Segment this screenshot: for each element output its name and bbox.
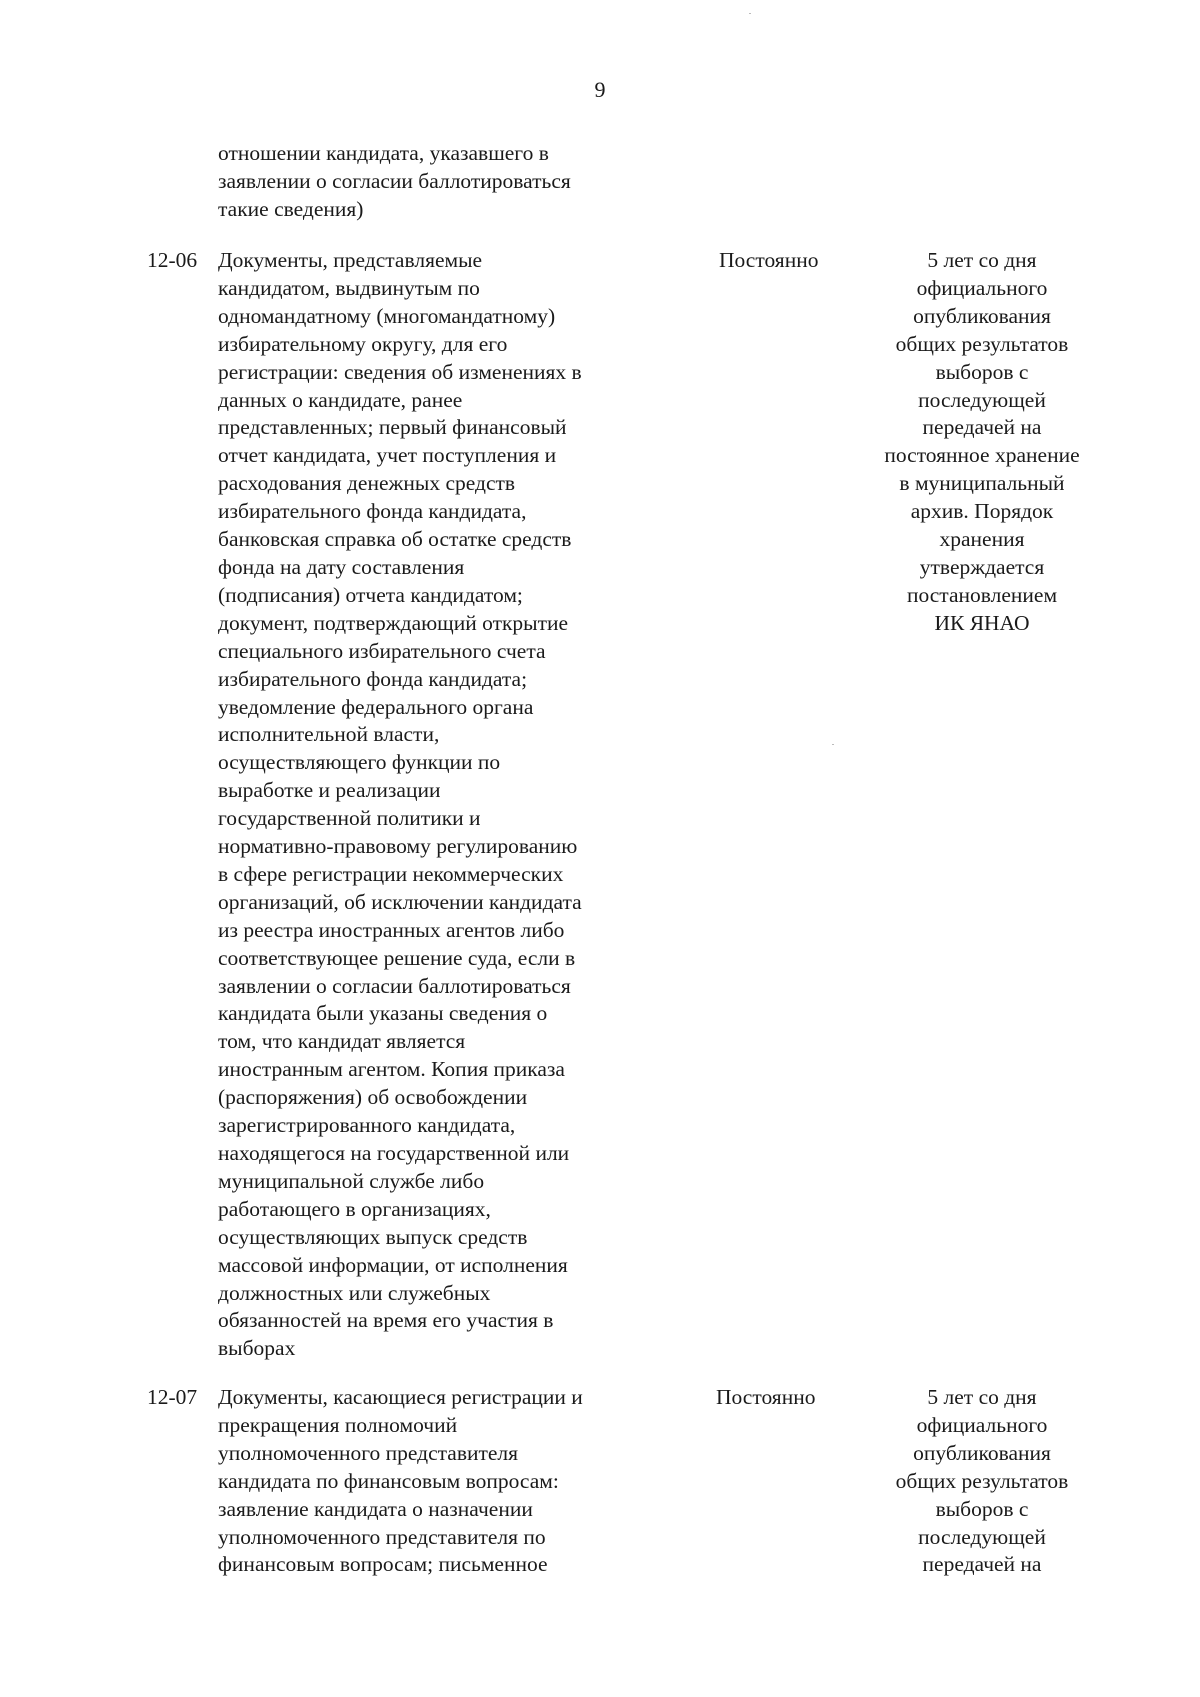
text-line: Документы, представляемые xyxy=(218,248,483,272)
text-line: официального xyxy=(916,1412,1048,1437)
text-line: кандидатом, выдвинутым по xyxy=(218,275,480,300)
text-line: заявлении о согласии баллотироваться xyxy=(218,973,571,998)
text-line: работающего в организациях, xyxy=(218,1196,491,1221)
text-line: последующей xyxy=(918,1524,1046,1549)
page-number: 9 xyxy=(594,77,606,102)
row-note xyxy=(862,1384,1102,1579)
text-line: последующей xyxy=(918,387,1046,412)
text-line: общих результатов xyxy=(895,331,1069,356)
text-line: общих результатов xyxy=(895,1468,1069,1493)
continuation-text xyxy=(218,140,648,224)
row-retention-term: Постоянно xyxy=(719,248,819,272)
text-line: передачей на xyxy=(922,1552,1042,1577)
text-line: расходования денежных средств xyxy=(218,471,516,496)
text-line: хранения xyxy=(939,527,1025,552)
text-line: финансовым вопросам; письменное xyxy=(218,1552,548,1577)
text-line: отчет кандидата, учет поступления и xyxy=(218,443,557,468)
text-line: (распоряжения) об освобождении xyxy=(218,1085,528,1110)
text-line: соответствующее решение суда, если в xyxy=(218,945,576,970)
text-line: зарегистрированного кандидата, xyxy=(218,1113,516,1138)
text-line: Документы, касающиеся регистрации и xyxy=(218,1385,583,1409)
row-note xyxy=(862,247,1102,638)
text-line: опубликования xyxy=(913,303,1051,328)
row-retention-term: Постоянно xyxy=(716,1385,816,1409)
text-line: (подписания) отчета кандидатом; xyxy=(218,582,523,607)
text-line: постановлением xyxy=(906,582,1058,607)
text-line: заявление кандидата о назначении xyxy=(218,1496,533,1521)
text-line: выработке и реализации xyxy=(218,778,441,803)
text-line: осуществляющих выпуск средств xyxy=(218,1224,528,1249)
text-line: прекращения полномочий xyxy=(218,1412,458,1437)
text-line: уведомление федерального органа xyxy=(218,694,534,719)
text-line: передачей на xyxy=(922,415,1042,440)
text-line: том, что кандидат является xyxy=(218,1029,466,1054)
text-line: кандидата по финансовым вопросам: xyxy=(218,1468,559,1493)
row-code: 12-07 xyxy=(147,1385,198,1409)
scan-speck xyxy=(832,744,834,745)
text-line: находящегося на государственной или xyxy=(218,1141,570,1165)
text-line: специального избирательного счета xyxy=(218,638,546,663)
text-line: уполномоченного представителя xyxy=(218,1440,519,1465)
text-line: опубликования xyxy=(913,1440,1051,1465)
text-line: государственной политики и xyxy=(218,806,481,831)
text-line: кандидата были указаны сведения о xyxy=(218,1001,548,1026)
text-line: из реестра иностранных агентов либо xyxy=(218,917,565,942)
text-line: постоянное хранение xyxy=(884,443,1080,468)
text-line: организаций, об исключении кандидата xyxy=(218,889,582,914)
text-line: в сфере регистрации некоммерческих xyxy=(218,861,564,886)
text-line: нормативно-правовому регулированию xyxy=(218,834,578,859)
text-line: уполномоченного представителя по xyxy=(218,1524,546,1549)
text-line: 5 лет со дня xyxy=(927,248,1037,272)
text-line: утверждается xyxy=(919,554,1045,579)
text-line: 5 лет со дня xyxy=(927,1385,1037,1409)
text-line: исполнительной власти, xyxy=(218,722,440,747)
text-line: документ, подтверждающий открытие xyxy=(218,610,569,635)
text-line: муниципальной службе либо xyxy=(218,1168,485,1193)
text-line: официального xyxy=(916,275,1048,300)
text-line: выборах xyxy=(218,1336,296,1361)
text-line: должностных или служебных xyxy=(218,1280,491,1305)
text-line: массовой информации, от исполнения xyxy=(218,1252,568,1277)
text-line: избирательного фонда кандидата, xyxy=(218,499,527,524)
text-line: избирательного фонда кандидата; xyxy=(218,666,528,691)
text-line: выборов с xyxy=(935,1496,1029,1521)
text-line: осуществляющего функции по xyxy=(218,750,501,775)
text-line: выборов с xyxy=(935,359,1029,384)
text-line: такие сведения) xyxy=(218,196,364,221)
text-line: фонда на дату составления xyxy=(218,554,465,579)
text-line: представленных; первый финансовый xyxy=(218,415,567,440)
text-line: избирательному округу, для его xyxy=(218,331,508,356)
text-line: регистрации: сведения об изменениях в xyxy=(218,359,582,384)
text-line: обязанностей на время его участия в xyxy=(218,1308,554,1333)
text-line: данных о кандидате, ранее xyxy=(218,387,463,412)
text-line: одномандатному (многомандатному) xyxy=(218,303,556,328)
text-line: иностранным агентом. Копия приказа xyxy=(218,1057,565,1082)
text-line: заявлении о согласии баллотироваться xyxy=(218,168,571,193)
row-description xyxy=(218,247,648,1363)
row-code: 12-06 xyxy=(147,248,198,272)
text-line: банковская справка об остатке средств xyxy=(218,527,572,552)
row-description xyxy=(218,1384,648,1579)
text-line: ИК ЯНАО xyxy=(934,610,1030,635)
scan-speck xyxy=(749,13,751,14)
text-line: отношении кандидата, указавшего в xyxy=(218,141,549,165)
text-line: в муниципальный xyxy=(899,471,1065,496)
text-line: архив. Порядок xyxy=(910,499,1054,524)
